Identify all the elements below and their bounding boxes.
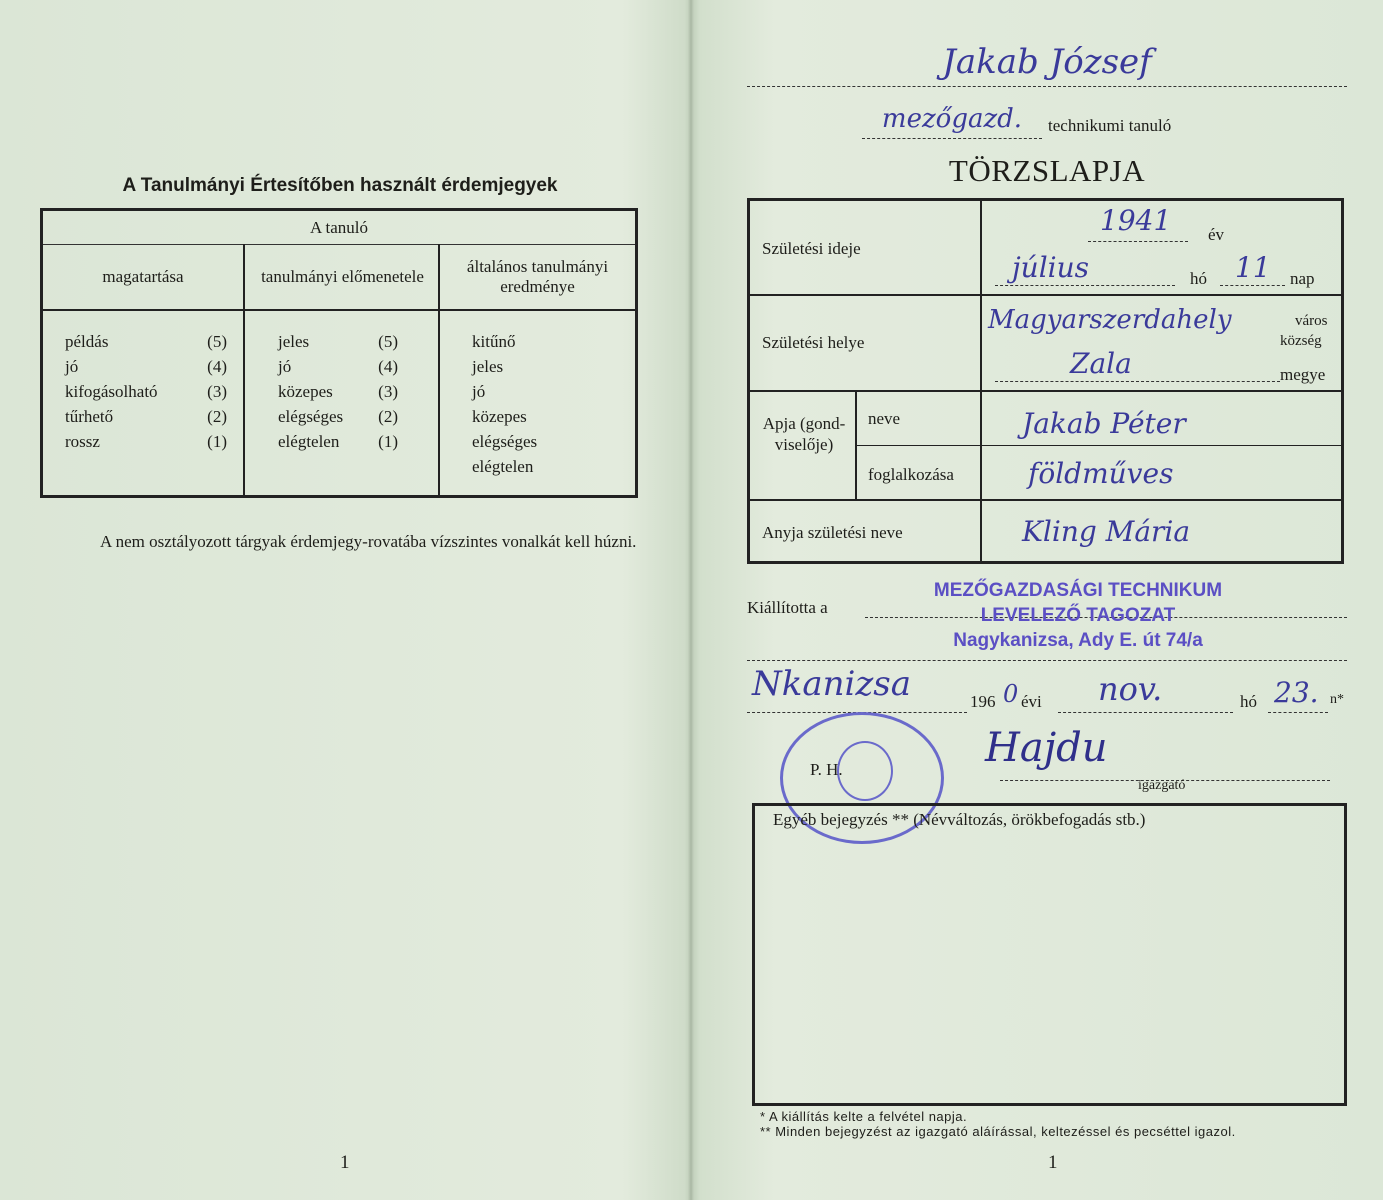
birth-year: 1941	[1100, 204, 1172, 237]
year-prefix: 196	[970, 692, 996, 711]
table-row: jó (4)	[65, 357, 227, 376]
school-stamp: MEZŐGAZDASÁGI TECHNIKUM LEVELEZŐ TAGOZAT Nagykanizsa, Ady E. út 74/a	[933, 580, 1223, 651]
mother-label: Anyja születési neve	[762, 523, 903, 542]
student-name: Jakab József	[747, 42, 1347, 87]
table-row: elégtelen (1)	[278, 432, 398, 451]
table-row: példás (5)	[65, 332, 227, 351]
issue-place: Nkanizsa	[752, 664, 912, 704]
name-label: neve	[868, 409, 901, 428]
village-label: község	[1280, 333, 1322, 349]
father-occupation: földműves	[1028, 457, 1174, 490]
grading-note: A nem osztályozott tárgyak érdemjegy-rovatába vízszintes vonalkát kell húzni.	[100, 532, 637, 551]
grade-table	[40, 208, 638, 498]
table-row: jeles	[472, 357, 504, 376]
father-name: Jakab Péter	[1022, 407, 1186, 440]
year-suffix-label: évi	[1021, 692, 1042, 711]
column-header: magatartása	[43, 244, 243, 311]
father-label: Apja (gond-viselője)	[762, 414, 846, 454]
page-number: 1	[1048, 1152, 1058, 1173]
footnote-1: * A kiállítás kelte a felvétel napja.	[760, 1109, 968, 1124]
table-row: rossz (1)	[65, 432, 227, 451]
coat-of-arms-icon	[837, 741, 893, 801]
column-header: általános tanulmányi eredménye	[440, 244, 635, 311]
table-row: elégtelen	[472, 457, 534, 476]
day-label: nap	[1290, 269, 1315, 288]
school-type: mezőgazd.	[862, 104, 1042, 139]
occupation-label: foglalkozása	[868, 465, 954, 484]
column-conduct	[43, 244, 243, 495]
month-label: hó	[1190, 269, 1207, 288]
seal-place-label: P. H.	[810, 760, 843, 779]
table-row: közepes	[472, 407, 527, 426]
table-row: kifogásolható (3)	[65, 382, 227, 401]
table-row: jó	[472, 382, 486, 401]
year-digit: 0	[1003, 680, 1019, 708]
table-row: elégséges (2)	[278, 407, 398, 426]
column-overall	[438, 244, 635, 495]
town-label: város	[1295, 313, 1328, 329]
registration-table	[747, 198, 1344, 564]
table-row: kitűnő	[472, 332, 516, 351]
birth-place-label: Születési helye	[762, 333, 865, 352]
left-page	[0, 0, 690, 1200]
grade-heading: A Tanulmányi Értesítőben használt érdemjegyek	[122, 175, 558, 196]
table-row: tűrhető (2)	[65, 407, 227, 426]
remarks-label: Egyéb bejegyzés ** (Névváltozás, örökbefogadás stb.)	[773, 810, 1146, 829]
year-label: év	[1208, 225, 1225, 244]
county-label: megye	[1280, 365, 1326, 384]
page-number: 1	[340, 1152, 350, 1173]
issue-month-label: hó	[1240, 692, 1257, 711]
county: Zala	[1070, 347, 1132, 380]
column-progress	[243, 244, 440, 495]
table-header: A tanuló	[43, 211, 635, 245]
page-title: TÖRZSLAPJA	[948, 153, 1146, 188]
birth-month: július	[1012, 251, 1090, 284]
table-row: közepes (3)	[278, 382, 398, 401]
issue-month: nov.	[1098, 670, 1163, 708]
director-label: igazgató	[1138, 778, 1186, 793]
remarks-box	[752, 803, 1347, 1106]
school-suffix: technikumi tanuló	[1048, 116, 1172, 135]
issue-day-label: n*	[1330, 692, 1344, 707]
table-row: elégséges	[472, 432, 538, 451]
column-header: tanulmányi előmenetele	[245, 244, 440, 311]
birth-day: 11	[1235, 251, 1271, 284]
mother-name: Kling Mária	[1022, 515, 1191, 548]
birth-place: Magyarszerdahely	[988, 305, 1232, 335]
issued-label: Kiállította a	[747, 598, 828, 617]
table-row: jeles (5)	[278, 332, 398, 351]
issue-day: 23.	[1274, 676, 1319, 709]
director-signature: Hajdu	[985, 725, 1108, 771]
table-row: jó (4)	[278, 357, 398, 376]
birth-date-label: Születési ideje	[762, 239, 861, 258]
footnote-2: ** Minden bejegyzést az igazgató aláírással, keltezéssel és pecséttel igazol.	[760, 1124, 1236, 1139]
